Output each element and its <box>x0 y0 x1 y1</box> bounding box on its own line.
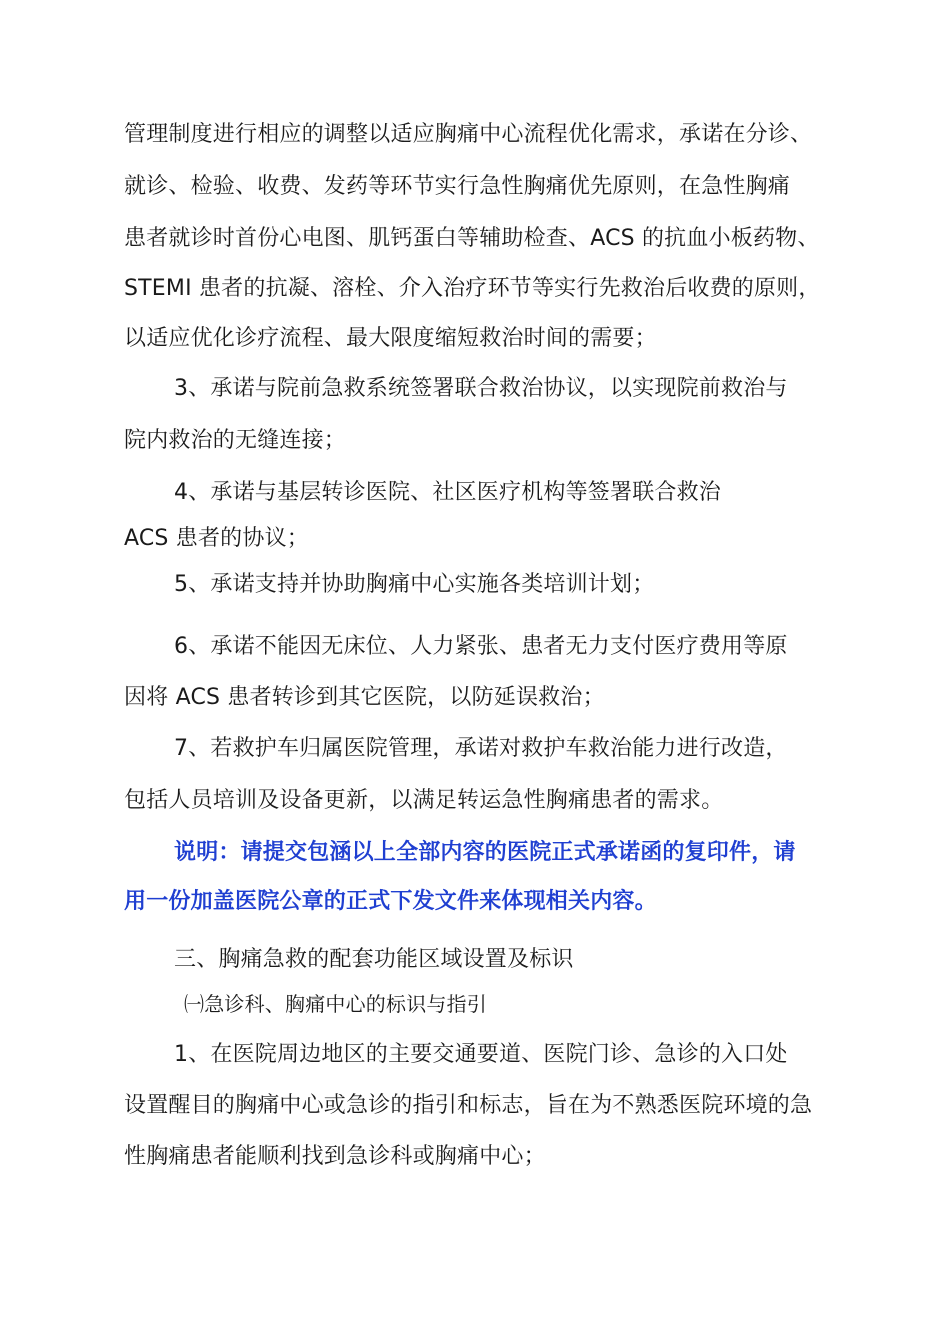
paragraph-line: 管理制度进行相应的调整以适应胸痛中心流程优化需求，承诺在分诊、 <box>124 122 813 147</box>
note-line: 用一份加盖医院公章的正式下发文件来体现相关内容。 <box>124 889 657 914</box>
item-5-line: 5、承诺支持并协助胸痛中心实施各类培训计划； <box>174 572 655 597</box>
item-6-line: 因将 ACS 患者转诊到其它医院，以防延误救治； <box>124 685 605 710</box>
paragraph-line: STEMI 患者的抗凝、溶栓、介入治疗环节等实行先救治后收费的原则， <box>124 276 821 301</box>
section-heading: 三、胸痛急救的配套功能区域设置及标识 <box>174 947 574 972</box>
item-3-line: 3、承诺与院前急救系统签署联合救治协议，以实现院前救治与 <box>174 376 788 401</box>
paragraph-line: 就诊、检验、收费、发药等环节实行急性胸痛优先原则，在急性胸痛 <box>124 174 791 199</box>
subsection-heading: ㈠急诊科、胸痛中心的标识与指引 <box>184 992 487 1016</box>
item-6-line: 6、承诺不能因无床位、人力紧张、患者无力支付医疗费用等原 <box>174 634 788 659</box>
item-4-line: 4、承诺与基层转诊医院、社区医疗机构等签署联合救治 <box>174 480 721 505</box>
note-line: 说明：请提交包涵以上全部内容的医院正式承诺函的复印件，请 <box>174 840 796 865</box>
item-4-line: ACS 患者的协议； <box>124 526 309 551</box>
item-1-line: 设置醒目的胸痛中心或急诊的指引和标志，旨在为不熟悉医院环境的急 <box>124 1093 813 1118</box>
item-1-line: 1、在医院周边地区的主要交通要道、医院门诊、急诊的入口处 <box>174 1042 788 1067</box>
item-1-line: 性胸痛患者能顺利找到急诊科或胸痛中心； <box>124 1144 546 1169</box>
paragraph-line: 患者就诊时首份心电图、肌钙蛋白等辅助检查、ACS 的抗血小板药物、 <box>124 226 820 251</box>
item-7-line: 包括人员培训及设备更新，以满足转运急性胸痛患者的需求。 <box>124 788 724 813</box>
item-3-line: 院内救治的无缝连接； <box>124 428 347 453</box>
paragraph-line: 以适应优化诊疗流程、最大限度缩短救治时间的需要； <box>124 326 657 351</box>
item-7-line: 7、若救护车归属医院管理，承诺对救护车救治能力进行改造， <box>174 736 788 761</box>
